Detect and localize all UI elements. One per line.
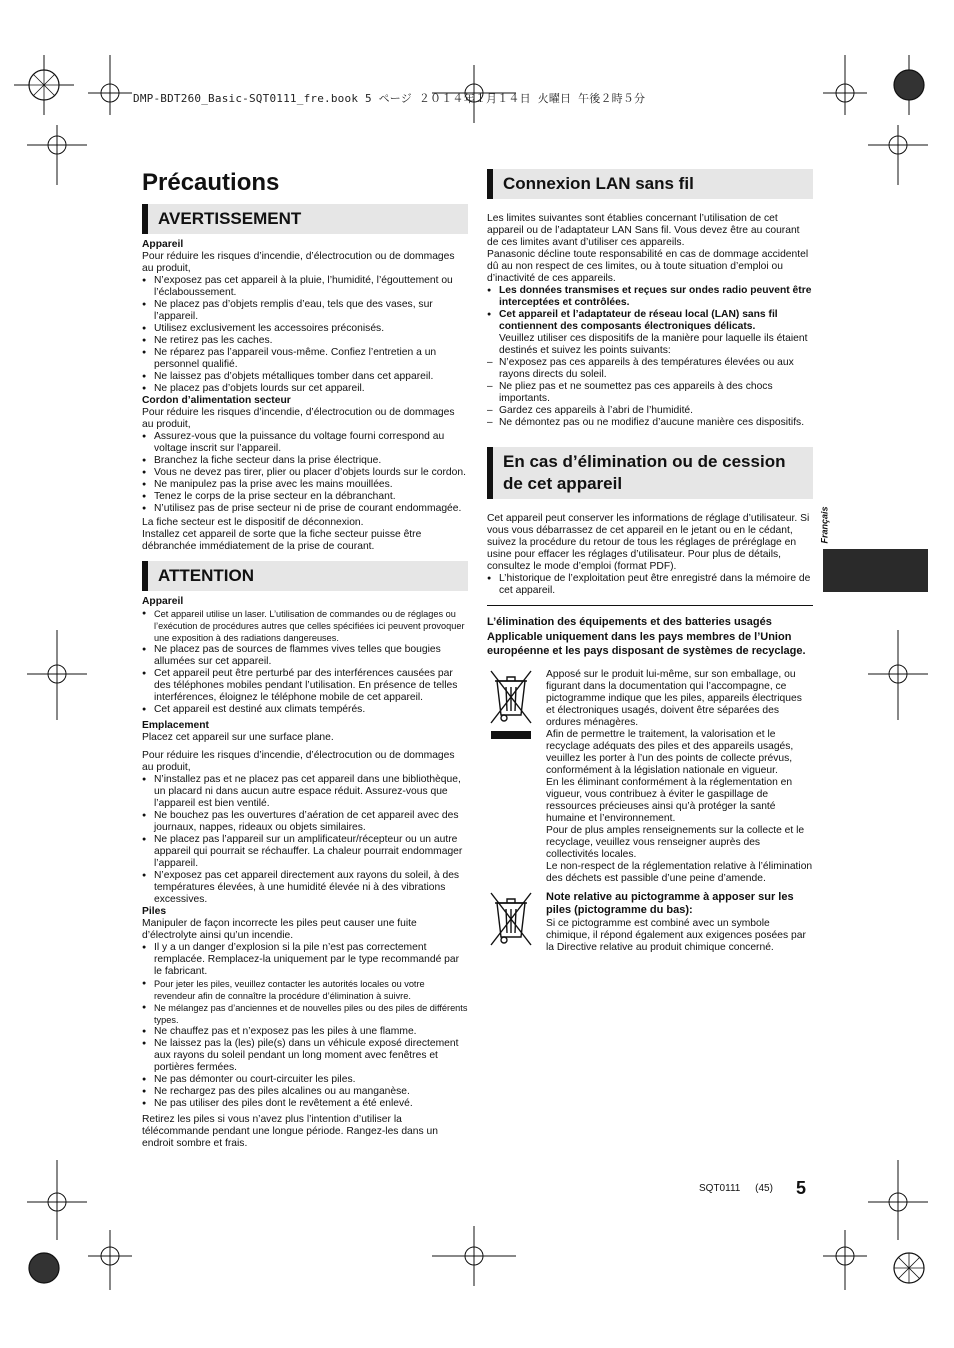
page-title: Précautions — [142, 169, 280, 196]
bullet-list — [142, 942, 468, 1110]
list-item: ● Ne rechargez pas des piles alcalines ou au manganèse. — [142, 1086, 468, 1098]
elimination-body — [487, 513, 813, 597]
list-item: – Ne pliez pas et ne soumettez pas ces appareils à des chocs importants. — [487, 381, 813, 405]
list-item: ● L’historique de l’exploitation peut être enregistré dans la mémoire de cet appareil. — [487, 573, 813, 597]
list-item: ● Ne placez pas d’objets lourds sur cet appareil. — [142, 383, 468, 395]
list-item: ● Ne bouchez pas les ouvertures d’aération de cet appareil avec des journaux, nappes, rideaux ou objets similaires. — [142, 810, 468, 834]
paragraph: Le non-respect de la réglementation relative à l’élimination des déchets est passible d’une peine d’amende. — [546, 860, 813, 884]
crossed-bin-battery-icon — [487, 891, 535, 951]
paragraph: Afin de permettre le traitement, la valorisation et le recyclage adéquats des piles et des appareils usagés, veuillez les porter à l’un des points de collecte prévus, conformément à la législation nationale en vigueur. — [546, 728, 794, 776]
list-item: ● Ne réparez pas l’appareil vous-même. Confiez l’entretien a un personnel qualifié. — [142, 347, 468, 371]
list-item: ● Cet appareil peut être perturbé par des interférences causées par des téléphones mobiles pendant l’utilisation. En présence de telles interférences, éloignez le téléphone mobile de cet appareil. — [142, 668, 468, 704]
right-column — [487, 168, 813, 954]
paragraph: Pour de plus amples renseignements sur la collecte et le recyclage, veuillez vous renseigner auprès des collectivités locales. — [546, 824, 805, 860]
list-item: ● Cet appareil utilise un laser. L’utilisation de commandes ou de réglages ou l’exécution de procédures autres que celles spécifiées ici peuvent provoquer une exposition à des radiations dangereuses. — [142, 608, 468, 644]
list-item: ● Ne chauffez pas et n’exposez pas les piles à une flamme. — [142, 1026, 468, 1038]
paragraph: La fiche secteur est le dispositif de déconnexion. — [142, 517, 364, 528]
avertissement-body — [142, 239, 468, 553]
list-item: ● N’installez pas et ne placez pas cet appareil dans une bibliothèque, un placard ni dans aucun autre espace réduit. Assurez-vous que l’appareil est bien ventilé. — [142, 774, 468, 810]
weee-title: L’élimination des équipements et des batteries usagés — [487, 616, 772, 628]
language-label: Français — [819, 506, 830, 544]
subheading-emplacement: Emplacement — [142, 720, 209, 731]
section-heading-avertissement: AVERTISSEMENT — [142, 204, 468, 234]
bullet-list — [142, 608, 468, 716]
bullet-list — [487, 285, 813, 333]
section-heading-elimination: En cas d’élimination ou de cession de cet appareil — [487, 447, 813, 499]
list-item: ● Ne laissez pas la (les) pile(s) dans un véhicule exposé directement aux rayons du soleil pendant un long moment avec fenêtres et portières fermées. — [142, 1038, 468, 1074]
paragraph: Pour réduire les risques d’incendie, d’électrocution ou de dommages au produit, — [142, 407, 455, 430]
bullet-list — [142, 774, 468, 906]
list-item: ● Il y a un danger d’explosion si la pile n’est pas correctement remplacée. Remplacez-la uniquement par le type recommandé par le fabricant. — [142, 942, 468, 978]
list-item: ● Ne laissez pas d’objets métalliques tomber dans cet appareil. — [142, 371, 468, 383]
bullet-list — [487, 573, 813, 597]
divider — [487, 605, 813, 606]
list-item: ● Vous ne devez pas tirer, plier ou placer d’objets lourds sur le cordon. — [142, 467, 468, 479]
list-item: ● Ne retirez pas les caches. — [142, 335, 468, 347]
list-item: ● Ne manipulez pas la prise avec les mains mouillées. — [142, 479, 468, 491]
list-item: ● Assurez-vous que la puissance du voltage fourni correspond au voltage inscrit sur l’appareil. — [142, 431, 468, 455]
paragraph: Manipuler de façon incorrecte les piles peut causer une fuite d’électrolyte ainsi qu’un incendie. — [142, 918, 417, 941]
paragraph: Les limites suivantes sont établies concernant l’utilisation de cet appareil ou de l’adaptateur LAN Sans fil. Vous devez être au courant de ces limites avant d’utiliser ces appareils. — [487, 213, 800, 248]
dash-list — [487, 357, 813, 429]
subheading-appareil: Appareil — [142, 239, 184, 250]
section-heading-lan: Connexion LAN sans fil — [487, 169, 813, 199]
paragraph: Panasonic décline toute responsabilité en cas de dommage accidentel dû au non respect de ces limites, ou à toute situation d’emploi ou d’inactivité de ces appareils. — [487, 249, 809, 284]
list-item: ● N’utilisez pas de prise secteur ni de prise de courant endommagée. — [142, 503, 468, 515]
paragraph: Retirez les piles si vous n’avez plus l’intention d’utiliser la télécommande pendant une longue période. Rangez-les dans un endroit sombre et frais. — [142, 1114, 438, 1149]
paragraph: Cet appareil peut conserver les informations de réglage d’utilisateur. Si vous vous débarrassez de cet appareil en le jetant ou en le cédant, suivez la procédure du retour de tous les réglages de préréglage en usine pour effacer les réglages d’utilisateur. Pour plus de détails, consultez le mode d’emploi (format PDF). — [487, 513, 810, 572]
note-title: Note relative au pictogramme à apposer sur les piles (pictogramme du bas): — [546, 890, 794, 916]
subheading-cordon: Cordon d’alimentation secteur — [142, 395, 291, 406]
footer-code — [699, 1183, 773, 1194]
paragraph: Placez cet appareil sur une surface plane. — [142, 732, 334, 743]
attention-body — [142, 596, 468, 1150]
paragraph: Veuillez utiliser ces dispositifs de la manière pour laquelle ils étaient destinés et suivez les points suivants: — [499, 333, 808, 356]
list-item: ● Utilisez exclusivement les accessoires préconisés. — [142, 323, 468, 335]
list-item: ● Tenez le corps de la prise secteur en la débranchant. — [142, 491, 468, 503]
paragraph: Pour réduire les risques d’incendie, d’électrocution ou de dommages au produit, — [142, 251, 455, 274]
paragraph: Apposé sur le produit lui-même, sur son emballage, ou figurant dans la documentation qui l’accompagne, ce pictogramme indique que les piles, appareils électriques et électroniques usagés, doivent être séparées des ordures ménagères. — [546, 668, 802, 728]
list-item: – Gardez ces appareils à l’abri de l’humidité. — [487, 405, 813, 417]
lan-body — [487, 213, 813, 429]
list-item: ● N’exposez pas cet appareil à la pluie, l’humidité, l’égouttement ou l’éclaboussement. — [142, 275, 468, 299]
list-item: – Ne démontez pas ou ne modifiez d’aucune manière ces dispositifs. — [487, 417, 813, 429]
weee-block — [487, 669, 813, 885]
paragraph: Si ce pictogramme est combiné avec un symbole chimique, il répond également aux exigences posées par la Directive relative au produit chimique concerné. — [546, 917, 806, 953]
list-item: ● Les données transmises et reçues sur ondes radio peuvent être interceptées et contrôlées. — [487, 285, 813, 309]
list-item: ● Ne pas démonter ou court-circuiter les piles. — [142, 1074, 468, 1086]
list-item: ● Cet appareil et l’adaptateur de réseau local (LAN) sans fil contiennent des composants électroniques délicats. — [487, 309, 813, 333]
list-item: ● Ne mélangez pas d’anciennes et de nouvelles piles ou des piles de différents types. — [142, 1002, 468, 1026]
paragraph: Pour réduire les risques d’incendie, d’électrocution ou de dommages au produit, — [142, 750, 455, 773]
doc-ref: (45) — [755, 1183, 773, 1194]
list-item: ● Ne placez pas d’objets remplis d’eau, tels que des vases, sur l’appareil. — [142, 299, 468, 323]
weee-subtitle: Applicable uniquement dans les pays membres de l’Union européenne et les pays disposant de systèmes de recyclage. — [487, 630, 806, 657]
list-item: – N’exposez pas ces appareils à des températures élevées ou aux rayons directs du soleil. — [487, 357, 813, 381]
weee-heading-block — [487, 615, 813, 659]
section-heading-attention: ATTENTION — [142, 561, 468, 591]
paragraph: Installez cet appareil de sorte que la fiche secteur puisse être débranchée immédiatement de la prise de courant. — [142, 529, 422, 552]
crossed-bin-icon — [487, 669, 535, 753]
weee-note-block — [487, 891, 813, 954]
list-item: ● Ne pas utiliser des piles dont le revêtement a été enlevé. — [142, 1098, 468, 1110]
language-tab-marker — [823, 549, 928, 592]
paragraph: En les éliminant conformément à la réglementation en vigueur, vous contribuez à éviter le gaspillage de ressources précieuses ainsi qu’à protéger la santé humaine et l’environnement. — [546, 776, 793, 824]
doc-code: SQT0111 — [699, 1183, 741, 1194]
list-item: ● Cet appareil est destiné aux climats tempérés. — [142, 704, 468, 716]
bullet-list — [142, 275, 468, 395]
bullet-list — [142, 431, 468, 515]
list-item: ● Branchez la fiche secteur dans la prise électrique. — [142, 455, 468, 467]
list-item: ● Ne placez pas l’appareil sur un amplificateur/récepteur ou un autre appareil qui pourrait se réchauffer. La chaleur pourrait endommager l’appareil. — [142, 834, 468, 870]
subheading-appareil: Appareil — [142, 596, 184, 607]
subheading-piles: Piles — [142, 906, 167, 917]
left-column — [142, 168, 468, 1150]
list-item: ● Ne placez pas de sources de flammes vives telles que bougies allumées sur cet appareil. — [142, 644, 468, 668]
page-number: 5 — [796, 1178, 807, 1198]
list-item: ● Pour jeter les piles, veuillez contacter les autorités locales ou votre revendeur afin de connaître la procédure d’élimination à suivre. — [142, 978, 468, 1002]
list-item: ● N’exposez pas cet appareil directement aux rayons du soleil, à des températures élevées, à une humidité élevée ni à des vibrations excessives. — [142, 870, 468, 906]
print-header-info: DMP-BDT260_Basic-SQT0111_fre.book 5 ページ ２０１４年１月１４日 火曜日 午後２時５分 — [133, 92, 646, 105]
